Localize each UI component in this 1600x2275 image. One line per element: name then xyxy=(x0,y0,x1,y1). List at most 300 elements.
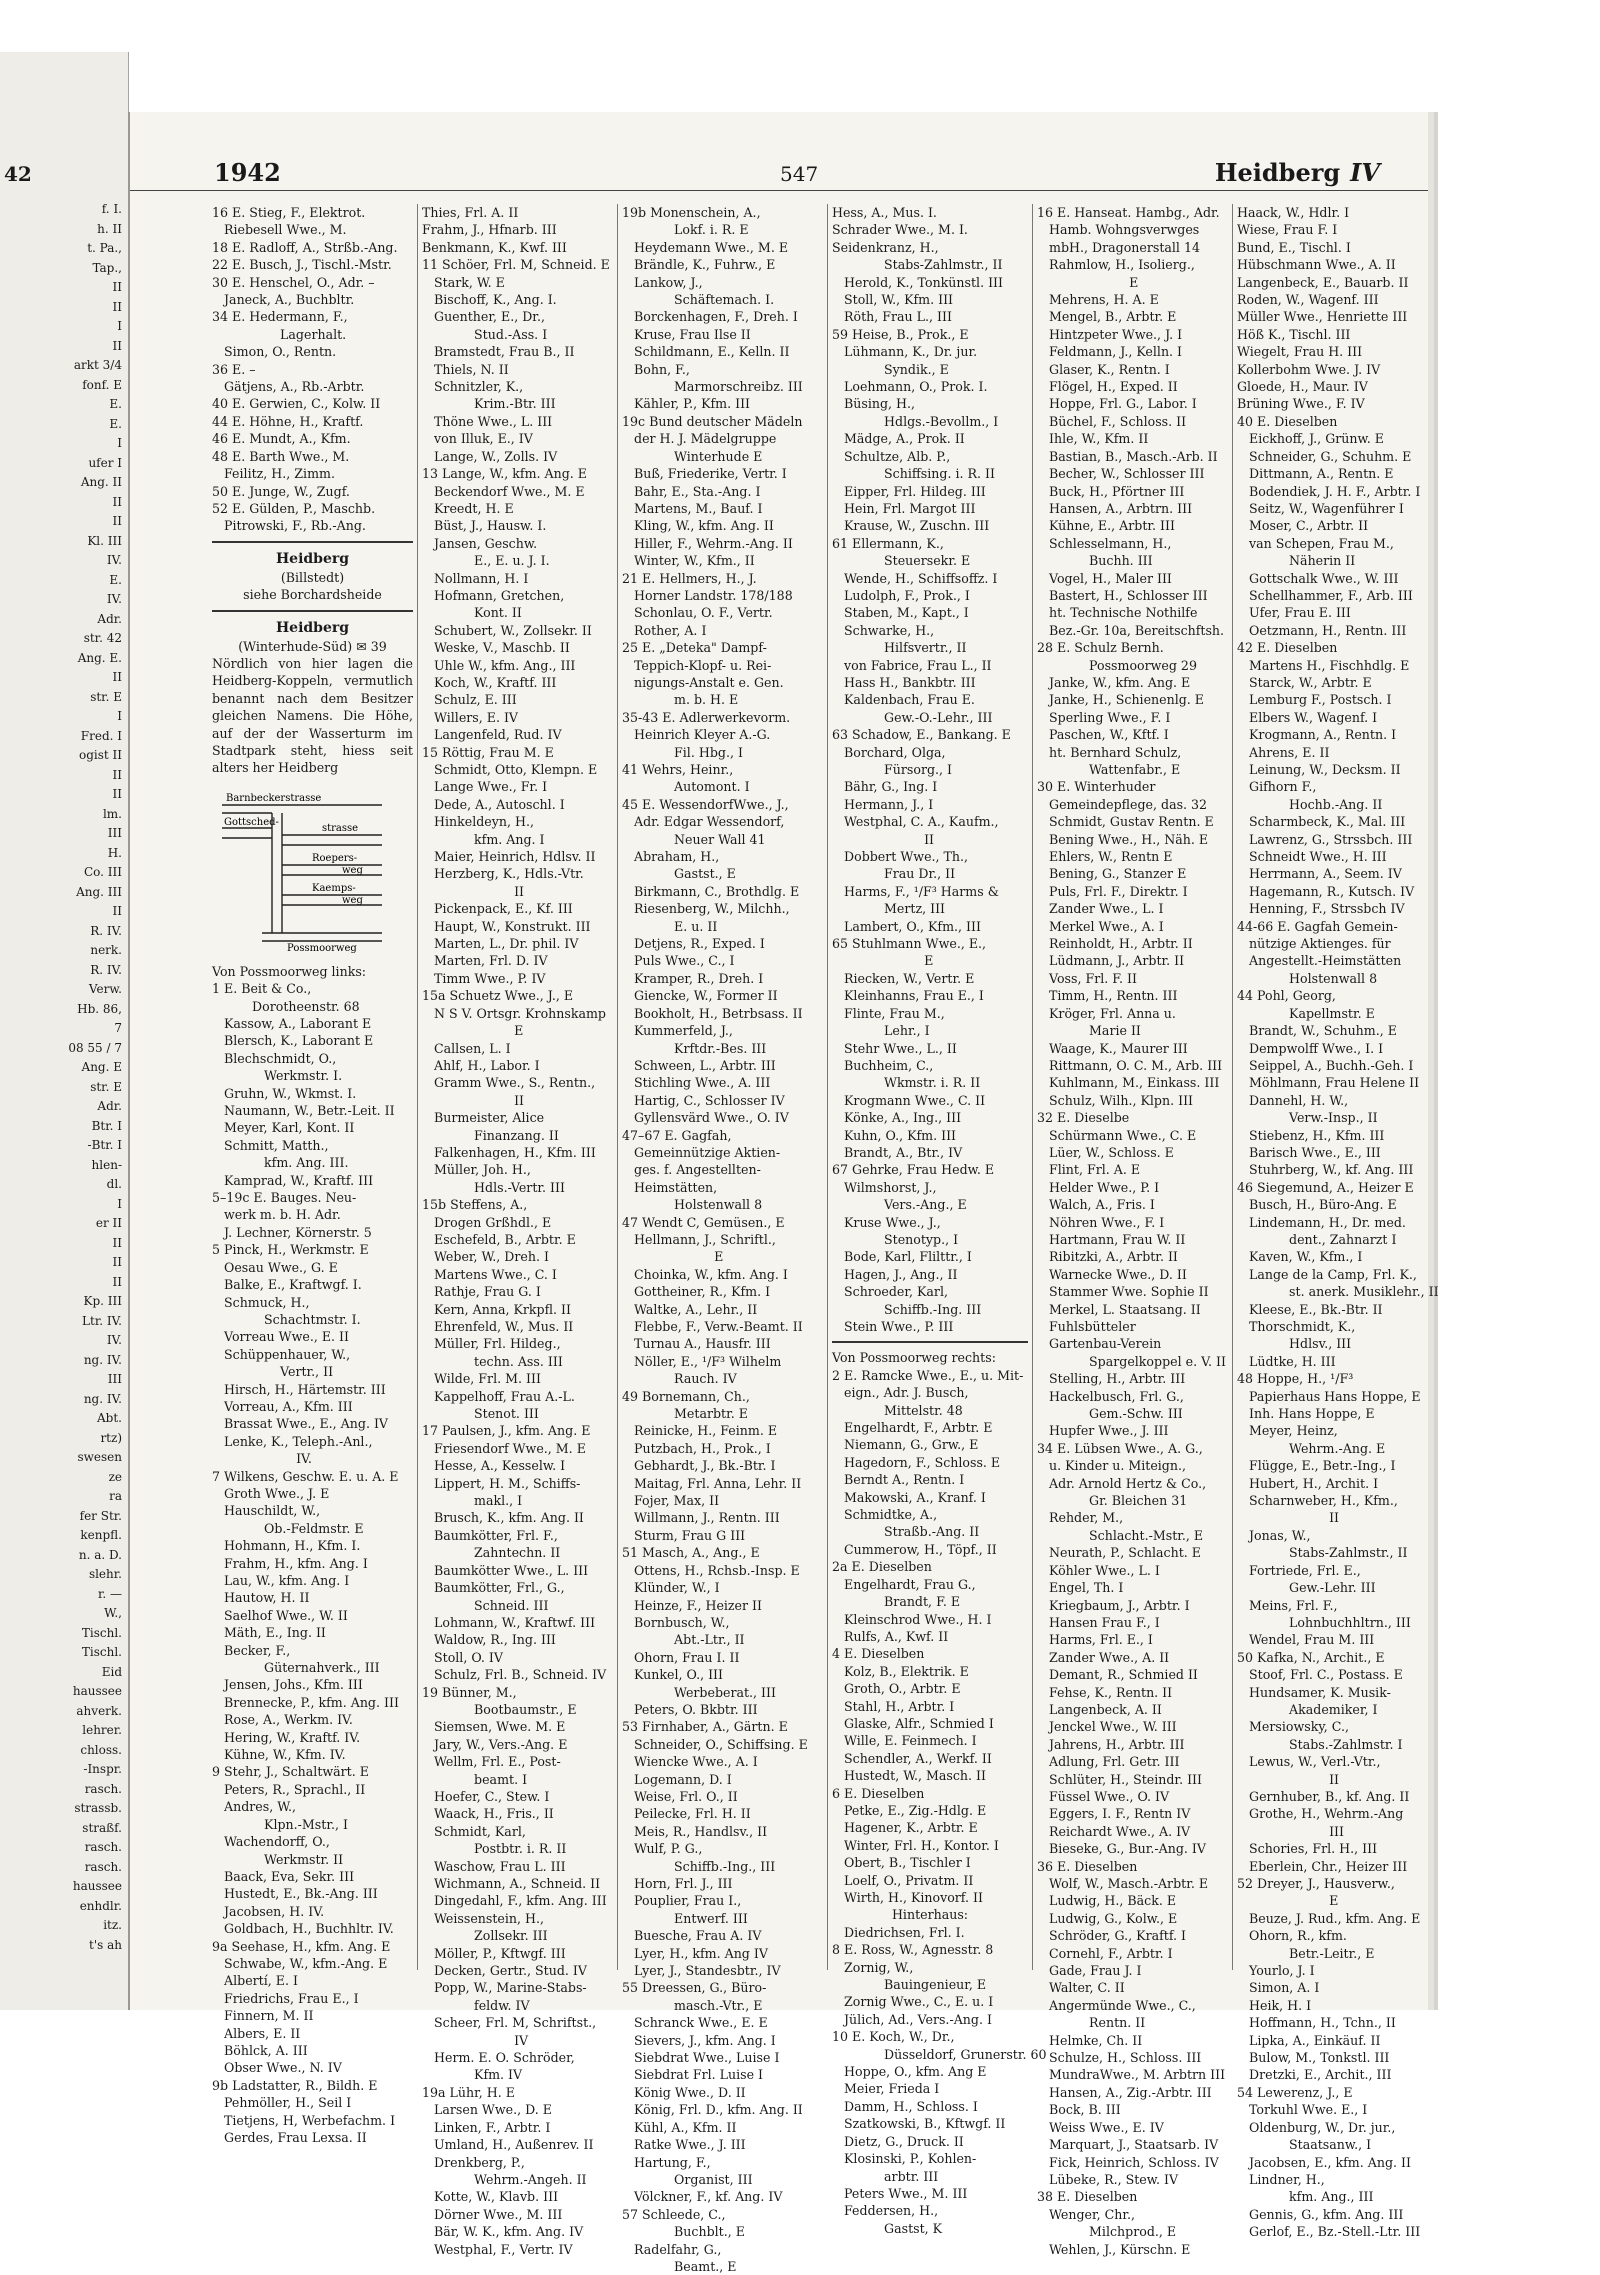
resident-entry: Lüdmann, J., Arbtr. II xyxy=(1037,953,1185,969)
resident-entry: Peters, O. Bkbtr. III xyxy=(622,1701,758,1717)
resident-entry: Abt.-Ltr., II xyxy=(622,1632,745,1648)
map-street-label: weg xyxy=(342,864,363,876)
previous-page-line: enhdlr. xyxy=(79,1898,122,1913)
resident-entry: Völckner, F., kf. Ang. IV xyxy=(622,2189,783,2205)
resident-entry: Gottheiner, R., Kfm. I xyxy=(622,1284,771,1300)
resident-entry: Gloede, H., Maur. IV xyxy=(1237,379,1368,395)
resident-entry: Buß, Friederike, Vertr. I xyxy=(622,466,787,482)
resident-entry: Buck, H., Pförtner III xyxy=(1037,483,1185,499)
resident-entry: Reinholdt, H., Arbtr. II xyxy=(1037,936,1193,952)
resident-entry: Meis, R., Handlsv., II xyxy=(622,1823,768,1839)
resident-entry: Kruse Wwe., J., xyxy=(832,1214,941,1230)
resident-entry: Puls Wwe., C., I xyxy=(622,953,735,969)
resident-entry: Zander Wwe., A. II xyxy=(1037,1649,1170,1665)
page-header xyxy=(130,150,1428,191)
resident-entry: Lewus, W., Verl.-Vtr., xyxy=(1237,1754,1381,1770)
resident-entry: Verw.-Insp., II xyxy=(1237,1110,1378,1126)
resident-entry: Torkuhl Wwe. E., I xyxy=(1237,2102,1368,2118)
resident-entry: Lenke, K., Teleph.-Anl., xyxy=(212,1433,373,1449)
resident-entry: E xyxy=(1037,274,1139,290)
previous-page-line: R. IV. xyxy=(90,962,122,977)
resident-entry: 30 E. Henschel, O., Adr. – xyxy=(212,274,375,290)
resident-entry: Heik, H. I xyxy=(1237,1997,1312,2013)
resident-entry: Brandt, W., Schuhm., E xyxy=(1237,1023,1397,1039)
resident-entry: Weske, V., Maschb. II xyxy=(422,640,570,656)
map-street-label: weg xyxy=(342,894,363,906)
resident-entry: Reinicke, H., Feinm. E xyxy=(622,1423,778,1439)
resident-entry: Höß K., Tischl. III xyxy=(1237,326,1351,342)
resident-entry: Lüdtke, H. III xyxy=(1237,1353,1336,1369)
resident-entry: Janeck, A., Buchbltr. xyxy=(212,292,355,308)
resident-entry: Merkel, L. Staatsang. II xyxy=(1037,1301,1201,1317)
resident-entry: m. b. H. E xyxy=(622,692,739,708)
resident-entry: Goldbach, H., Buchhltr. IV. xyxy=(212,1921,394,1937)
resident-entry: Schneider, G., Schuhm. E xyxy=(1237,448,1412,464)
resident-entry: Stelling, H., Arbtr. III xyxy=(1037,1371,1186,1387)
resident-entry: st. anerk. Musiklehr., II xyxy=(1237,1284,1439,1300)
previous-page-line: I xyxy=(117,709,122,723)
resident-entry: II xyxy=(1237,1510,1340,1526)
resident-entry: Langenfeld, Rud. IV xyxy=(422,727,562,743)
resident-entry: Obser Wwe., N. IV xyxy=(212,2060,342,2076)
street-title xyxy=(1215,158,1380,187)
directory-columns xyxy=(208,204,1439,2274)
resident-entry: König Wwe., D. II xyxy=(622,2084,746,2100)
resident-entry: Harms, F., ¹/F³ Harms & xyxy=(832,883,999,899)
resident-entry: Frahm, J., Hfnarb. III xyxy=(422,222,557,238)
resident-entry: Dorotheenstr. 68 xyxy=(212,998,360,1014)
resident-entry: Vorreau, A., Kfm. III xyxy=(212,1398,353,1414)
resident-entry: Dede, A., Autoschl. I xyxy=(422,796,565,812)
resident-entry: Schultze, Alb. P., xyxy=(832,448,951,464)
resident-entry: Krftdr.-Bes. III xyxy=(622,1040,767,1056)
resident-entry: Grothe, H., Wehrm.-Ang xyxy=(1237,1806,1404,1822)
resident-entry: 57 Schleede, C., xyxy=(622,2206,726,2222)
resident-entry: Schwabe, W., kfm.-Ang. E xyxy=(212,1955,388,1971)
resident-entry: Mertz, III xyxy=(832,901,946,917)
resident-entry: masch.-Vtr., E xyxy=(622,1997,763,2013)
resident-entry: Helder Wwe., P. I xyxy=(1037,1179,1160,1195)
resident-entry: Voss, Frl. F. II xyxy=(1037,970,1137,986)
resident-entry: Schlüter, H., Steindr. III xyxy=(1037,1771,1202,1787)
resident-entry: Martens, M., Bauf. I xyxy=(622,500,763,516)
resident-entry: Adr. Arnold Hertz & Co., xyxy=(1037,1475,1207,1491)
resident-entry: Thöne Wwe., L. III xyxy=(422,413,553,429)
resident-entry: Schween, L., Arbtr. III xyxy=(622,1057,776,1073)
resident-entry: Jansen, Geschw. xyxy=(422,535,538,551)
resident-entry: Holstenwall 8 xyxy=(1237,970,1378,986)
resident-entry: Ehlers, W., Rentn E xyxy=(1037,849,1173,865)
resident-entry: Heinrich Kleyer A.-G. xyxy=(622,727,771,743)
resident-entry: 55 Dreessen, G., Büro- xyxy=(622,1980,767,1996)
previous-page-line: itz. xyxy=(103,1918,122,1932)
resident-entry: Köhler Wwe., L. I xyxy=(1037,1562,1160,1578)
resident-entry: Bastert, H., Schlosser III xyxy=(1037,587,1208,603)
resident-entry: Petke, E., Zig.-Hdlg. E xyxy=(832,1802,987,1818)
resident-entry: Timm Wwe., P. IV xyxy=(422,970,546,986)
resident-entry: Martens H., Fischhdlg. E xyxy=(1237,657,1410,673)
map-street-label: Roepers- xyxy=(312,852,358,864)
section-divider xyxy=(212,541,413,543)
resident-entry: Maier, Heinrich, Hdlsv. II xyxy=(422,849,596,865)
resident-entry: 13 Lange, W., kfm. Ang. E xyxy=(422,466,587,482)
previous-page-line: Kp. III xyxy=(83,1294,122,1308)
resident-entry: II xyxy=(422,1092,525,1108)
resident-entry: Demant, R., Schmied II xyxy=(1037,1667,1198,1683)
resident-entry: Schäftemach. I. xyxy=(622,292,775,308)
resident-entry: Werbeberat., III xyxy=(622,1684,776,1700)
page-number: 547 xyxy=(780,162,819,186)
resident-entry: Meyer, Heinz, xyxy=(1237,1423,1338,1439)
resident-entry: Dingedahl, F., kfm. Ang. III xyxy=(422,1893,607,1909)
resident-entry: Rittmann, O. C. M., Arb. III xyxy=(1037,1057,1223,1073)
map-street-label: strasse xyxy=(322,822,359,834)
resident-entry: Ohorn, Frau I. II xyxy=(622,1649,740,1665)
resident-entry: Schrader Wwe., M. I. xyxy=(832,222,968,238)
resident-entry: Scheer, Frl. M, Schriftst., xyxy=(422,2015,597,2031)
resident-entry: Zahntechn. II xyxy=(422,1545,561,1561)
resident-entry: von Illuk, E., IV xyxy=(422,431,533,447)
resident-entry: Kapellmstr. E xyxy=(1237,1005,1375,1021)
resident-entry: Metarbtr. E xyxy=(622,1406,748,1422)
resident-entry: Nollmann, H. I xyxy=(422,570,529,586)
resident-entry: Ob.-Feldmstr. E xyxy=(212,1520,364,1536)
resident-entry: Mehrens, H. A. E xyxy=(1037,292,1159,308)
resident-entry: Loehmann, O., Prok. I. xyxy=(832,379,988,395)
resident-entry: Stabs-Zahlmstr., II xyxy=(1237,1545,1408,1561)
resident-entry: Heydemann Wwe., M. E xyxy=(622,239,789,255)
previous-page-line: arkt 3/4 xyxy=(73,358,122,372)
resident-entry: Bähr, G., Ing. I xyxy=(832,779,938,795)
column-6 xyxy=(1233,204,1439,2240)
resident-entry: Dietz, G., Druck. II xyxy=(832,2133,964,2149)
resident-entry: Moser, C., Arbtr. II xyxy=(1237,518,1369,534)
resident-entry: Herzberg, K., Hdls.-Vtr. xyxy=(422,866,584,882)
resident-entry: Tietjens, H, Werbefachm. I xyxy=(212,2112,396,2128)
resident-entry: Meyer, Karl, Kont. II xyxy=(212,1120,355,1136)
previous-page-line: E. xyxy=(109,397,122,411)
resident-entry: Paschen, W., Kftf. I xyxy=(1037,727,1169,743)
previous-page-line: E. xyxy=(109,416,122,431)
resident-entry: 5 Pinck, H., Werkmstr. E xyxy=(212,1242,369,1258)
resident-entry: Finanzang. II xyxy=(422,1127,559,1143)
resident-entry: Hartig, C., Schlosser IV xyxy=(622,1092,785,1108)
resident-entry: Schmidtke, A., xyxy=(832,1507,938,1523)
resident-entry: Bischoff, K., Ang. I. xyxy=(422,292,557,308)
resident-entry: 19a Lühr, H. E xyxy=(422,2084,515,2100)
resident-entry: Uhle W., kfm. Ang., III xyxy=(422,657,576,673)
resident-entry: Buchheim, C., xyxy=(832,1057,934,1073)
resident-entry: Rathje, Frau G. I xyxy=(422,1284,541,1300)
resident-entry: Stenot. III xyxy=(422,1406,539,1422)
resident-entry: Stahl, H., Arbtr. I xyxy=(832,1698,955,1714)
resident-entry: Bund, E., Tischl. I xyxy=(1237,239,1351,255)
resident-entry: Schmidt, Karl, xyxy=(422,1823,526,1839)
resident-entry: Albers, E. II xyxy=(212,2025,301,2041)
resident-entry: Hering, W., Kraftf. IV. xyxy=(212,1729,361,1745)
resident-entry: Lippert, H. M., Schiffs- xyxy=(422,1475,581,1491)
previous-page-line: strassb. xyxy=(74,1801,122,1815)
resident-entry: Werkmstr. I. xyxy=(212,1068,343,1084)
resident-entry: 44-66 E. Gagfah Gemein- xyxy=(1237,918,1398,934)
resident-entry: Kaldenbach, Frau E. xyxy=(832,692,975,708)
resident-entry: Benkmann, K., Kwf. III xyxy=(422,239,567,255)
resident-entry: Engelhardt, F., Arbtr. E xyxy=(832,1420,993,1436)
resident-entry: Lipka, A., Einkäuf. II xyxy=(1237,2032,1381,2048)
previous-page-line: fonf. E xyxy=(82,377,122,392)
resident-entry: Flügge, E., Betr.-Ing., I xyxy=(1237,1458,1396,1474)
resident-entry: Beckendorf Wwe., M. E xyxy=(422,483,585,499)
resident-entry: 19b Monenschein, A., xyxy=(622,205,761,220)
resident-entry: Staatsanw., I xyxy=(1237,2137,1372,2153)
resident-entry: Henning, F., Strssbch IV xyxy=(1237,901,1405,917)
resident-entry: Logemann, D. I xyxy=(622,1771,732,1787)
resident-entry: Gottschalk Wwe., W. III xyxy=(1237,570,1399,586)
resident-entry: Glaser, K., Rentn. I xyxy=(1037,361,1170,377)
resident-entry: Baack, Eva, Sekr. III xyxy=(212,1868,355,1884)
resident-entry: Schürmann Wwe., C. E xyxy=(1037,1127,1197,1143)
resident-entry: Wilmshorst, J., xyxy=(832,1179,937,1195)
resident-entry: Gruhn, W., Wkmst. I. xyxy=(212,1085,357,1101)
resident-entry: Dretzki, E., Archit., III xyxy=(1237,2067,1392,2083)
resident-entry: 52 E. Gülden, P., Maschb. xyxy=(212,500,376,516)
resident-entry: Thiels, N. II xyxy=(422,361,509,377)
resident-entry: Seippel, A., Buchh.-Geh. I xyxy=(1237,1057,1414,1073)
resident-entry: Abraham, H., xyxy=(622,849,720,865)
resident-entry: Schildmann, E., Kelln. II xyxy=(622,344,790,360)
resident-entry: IV. xyxy=(212,1451,312,1467)
resident-entry: Gr. Bleichen 31 xyxy=(1037,1493,1188,1509)
resident-entry: Guenther, E., Dr., xyxy=(422,309,545,325)
resident-entry: Gyllensvärd Wwe., O. IV xyxy=(622,1110,789,1126)
resident-entry: 1 E. Beit & Co., xyxy=(212,981,312,997)
map-street-label: Kaemps- xyxy=(312,882,356,894)
history-paragraph: Nördlich von hier lagen die Heidberg-Koppeln, vermutlich benannt nach dem Besitzer gleichen Namens. Die Höhe, auf der der Wasserturm im Stadtpark steht, hiess seit alters her Heidberg xyxy=(212,655,413,776)
resident-entry: Stoof, Frl. C., Postass. E xyxy=(1237,1667,1403,1683)
resident-entry: Haupt, W., Konstrukt. III xyxy=(422,918,591,934)
resident-entry: Fürsorg., I xyxy=(832,762,953,777)
resident-entry: Bodendiek, J. H. F., Arbtr. I xyxy=(1237,483,1421,499)
resident-entry: Becher, W., Schlosser III xyxy=(1037,466,1205,482)
resident-entry: Barisch Wwe., E., III xyxy=(1237,1144,1381,1160)
previous-page-line: f. I. xyxy=(101,202,122,216)
previous-page-line: Adr. xyxy=(97,611,122,626)
previous-page-line: Abt. xyxy=(97,1411,122,1425)
resident-entry: Meier, Frieda I xyxy=(832,2081,940,2097)
resident-entry: Ohorn, R., kfm. xyxy=(1237,1928,1347,1944)
resident-entry: 16 E. Hanseat. Hambg., Adr. xyxy=(1037,205,1220,220)
column-4 xyxy=(828,204,1047,2236)
previous-page-line: rtz) xyxy=(100,1430,122,1445)
resident-entry: Lange de la Camp, Frl. K., xyxy=(1237,1266,1417,1282)
resident-entry: II xyxy=(832,831,935,847)
resident-entry: E xyxy=(1237,1893,1339,1909)
previous-page-line: Btr. I xyxy=(91,1118,122,1133)
resident-entry: Schonlau, O. F., Vertr. xyxy=(622,605,773,621)
resident-entry: Stoll, O. IV xyxy=(422,1649,504,1665)
resident-entry: Blechschmidt, O., xyxy=(212,1050,337,1066)
previous-page-line: Ang. E xyxy=(81,1060,122,1074)
resident-entry: Hustedt, W., Masch. II xyxy=(832,1768,986,1784)
resident-entry: Hoefer, C., Stew. I xyxy=(422,1788,550,1804)
map-street-label: Gottsched- xyxy=(224,816,279,828)
resident-entry: Rulfs, A., Kwf. II xyxy=(832,1628,949,1644)
resident-entry: Hoffmann, H., Tchn., II xyxy=(1237,2015,1396,2031)
resident-entry: Spargelkoppel e. V. II xyxy=(1037,1353,1226,1369)
resident-entry: Brändle, K., Fuhrw., E xyxy=(622,257,776,273)
resident-entry: Oldenburg, W., Dr. jur., xyxy=(1237,2119,1396,2135)
resident-entry: Kfm. IV xyxy=(422,2067,523,2083)
resident-entry: Kramper, R., Dreh. I xyxy=(622,970,764,986)
resident-entry: Stichling Wwe., A. III xyxy=(622,1075,771,1091)
resident-entry: Herold, K., Tonkünstl. III xyxy=(832,274,1004,290)
resident-entry: Warnecke Wwe., D. II xyxy=(1037,1266,1187,1282)
resident-entry: Wendel, Frau M. III xyxy=(1237,1632,1375,1648)
previous-page-line: -Inspr. xyxy=(83,1762,122,1776)
resident-entry: 4 E. Dieselben xyxy=(832,1646,925,1662)
resident-entry: Meins, Frl. F., xyxy=(1237,1597,1338,1613)
resident-entry: Gennis, G., kfm. Ang. III xyxy=(1237,2206,1404,2222)
resident-entry: Brandt, F. E xyxy=(832,1594,961,1610)
resident-entry: Schulz, E. III xyxy=(422,692,517,708)
resident-entry: Hackelbusch, Frl. G., xyxy=(1037,1388,1184,1404)
resident-entry: Wichmann, A., Schneid. II xyxy=(422,1876,601,1891)
resident-entry: Turnau A., Hausfr. III xyxy=(622,1336,771,1352)
resident-entry: kfm. Ang. I xyxy=(422,831,545,847)
resident-entry: Stud.-Ass. I xyxy=(422,326,548,342)
resident-entry: Büchel, F., Schloss. II xyxy=(1037,413,1187,429)
resident-entry: MundraWwe., M. Arbtrn III xyxy=(1037,2067,1226,2083)
resident-entry: Peters, R., Sprachl., II xyxy=(212,1781,366,1797)
resident-entry: Jahrens, H., Arbtr. III xyxy=(1037,1736,1185,1752)
resident-entry: Rahmlow, H., Isolierg., xyxy=(1037,257,1195,273)
resident-entry: Gerlof, E., Bz.-Stell.-Ltr. III xyxy=(1237,2224,1421,2240)
resident-entry: Herm. E. O. Schröder, xyxy=(422,2050,575,2066)
resident-entry: Peters Wwe., M. III xyxy=(832,2185,968,2201)
resident-entry: Stammer Wwe. Sophie II xyxy=(1037,1284,1209,1300)
resident-entry: Kassow, A., Laborant E xyxy=(212,1016,372,1031)
previous-page-line: ufer I xyxy=(88,455,122,470)
resident-entry: Walch, A., Fris. I xyxy=(1037,1197,1155,1213)
resident-entry: 19c Bund deutscher Mädeln xyxy=(622,413,803,429)
resident-entry: Maitag, Frl. Anna, Lehr. II xyxy=(622,1475,802,1491)
resident-entry: u. Kinder u. Miteign., xyxy=(1037,1458,1186,1474)
resident-entry: 15a Schuetz Wwe., J., E xyxy=(422,988,574,1004)
resident-entry: Brusch, K., kfm. Ang. II xyxy=(422,1510,584,1526)
resident-entry: Büst, J., Hausw. I. xyxy=(422,518,547,534)
previous-page-line: slehr. xyxy=(88,1567,122,1581)
previous-page-line: rasch. xyxy=(84,1781,122,1796)
resident-entry: techn. Ass. III xyxy=(422,1353,563,1369)
resident-entry: 51 Masch, A., Ang., E xyxy=(622,1545,760,1561)
resident-entry: Marquart, J., Staatsarb. IV xyxy=(1037,2137,1219,2153)
resident-entry: Brüning Wwe., F. IV xyxy=(1237,396,1365,412)
resident-entry: Kleinschrod Wwe., H. I xyxy=(832,1611,992,1627)
resident-entry: Puls, Frl. F., Direktr. I xyxy=(1037,883,1188,899)
resident-entry: Kotte, W., Klavb. III xyxy=(422,2189,559,2205)
resident-entry: 50 E. Junge, W., Zugf. xyxy=(212,483,350,499)
resident-entry: Wiegelt, Frau H. III xyxy=(1237,344,1363,360)
resident-entry: 18 E. Radloff, A., Strßb.-Ang. xyxy=(212,239,398,255)
previous-page-line: I xyxy=(117,1196,122,1211)
previous-page-line: str. 42 xyxy=(83,631,122,645)
resident-entry: E xyxy=(422,1023,524,1039)
resident-entry: Angestellt.-Heimstätten xyxy=(1237,953,1402,969)
resident-entry: Müller, Frl. Hildeg., xyxy=(422,1336,561,1352)
resident-entry: Vorreau Wwe., E. II xyxy=(212,1329,349,1345)
resident-entry: Klosinski, P., Kohlen- xyxy=(832,2151,977,2167)
resident-entry: Schories, Frl. H., III xyxy=(1237,1841,1378,1857)
resident-entry: Hintzpeter Wwe., J. I xyxy=(1037,326,1183,342)
resident-entry: Stenotyp., I xyxy=(832,1231,959,1247)
resident-entry: Lokf. i. R. E xyxy=(622,222,749,238)
resident-entry: Wilde, Frl. M. III xyxy=(422,1371,541,1387)
resident-entry: Janke, W., kfm. Ang. E xyxy=(1037,674,1191,690)
resident-entry: Mittelstr. 48 xyxy=(832,1402,963,1418)
resident-entry: 5–19c E. Bauges. Neu- xyxy=(212,1190,357,1206)
resident-entry: eign., Adr. J. Busch, xyxy=(832,1385,969,1401)
previous-page-line: IV. xyxy=(106,553,122,567)
resident-entry: E., E. u. J. I. xyxy=(422,553,550,569)
resident-entry: nigungs-Anstalt e. Gen. xyxy=(622,674,784,690)
resident-entry: Lohmann, W., Kraftwf. III xyxy=(422,1614,596,1630)
resident-entry: Schiffsing. i. R. II xyxy=(832,466,995,482)
resident-entry: Thies, Frl. A. II xyxy=(422,205,519,220)
previous-page-line: II xyxy=(112,904,122,918)
resident-entry: Simon, O., Rentn. xyxy=(212,344,337,360)
resident-entry: Bauingenieur, E xyxy=(832,1977,987,1993)
resident-entry: Stuhrberg, W., kf. Ang. III xyxy=(1237,1162,1414,1178)
resident-entry: Kunkel, O., III xyxy=(622,1667,724,1683)
resident-entry: Adr. Edgar Wessendorf, xyxy=(622,814,785,830)
resident-entry: Sperling Wwe., F. I xyxy=(1037,709,1171,725)
resident-entry: Schendler, A., Werkf. II xyxy=(832,1750,992,1766)
resident-entry: Gerdes, Frau Lexsa. II xyxy=(212,2130,367,2145)
resident-entry: Waage, K., Maurer III xyxy=(1037,1040,1188,1056)
resident-entry: Hagedorn, F., Schloss. E xyxy=(832,1454,1001,1470)
column-1 xyxy=(208,204,418,2145)
resident-entry: Kühne, W., Kfm. IV. xyxy=(212,1747,346,1763)
resident-entry: Fojer, Max, II xyxy=(622,1493,720,1509)
resident-entry: Hermann, J., I xyxy=(832,796,934,812)
previous-page-line: I xyxy=(117,436,122,450)
resident-entry: Horner Landstr. 178/188 xyxy=(622,587,793,603)
resident-entry: 11 Schöer, Frl. M, Schneid. E xyxy=(422,257,610,273)
resident-entry: Bohn, F., xyxy=(622,361,690,377)
previous-page-line: Tap., xyxy=(92,260,122,275)
resident-entry: Ludwig, H., Bäck. E xyxy=(1037,1893,1177,1909)
resident-entry: 17 Paulsen, J., kfm. Ang. E xyxy=(422,1423,591,1439)
resident-entry: 7 Wilkens, Geschw. E. u. A. E xyxy=(212,1468,399,1484)
resident-entry: werk m. b. H. Adr. xyxy=(212,1207,341,1223)
resident-entry: Klünder, W., I xyxy=(622,1580,720,1596)
resident-entry: Fehse, K., Rentn. II xyxy=(1037,1684,1173,1700)
resident-entry: Hoppe, O., kfm. Ang E xyxy=(832,2064,987,2080)
resident-entry: Riebesell Wwe., M. xyxy=(212,222,347,238)
resident-entry: Brennecke, P., kfm. Ang. III xyxy=(212,1694,399,1710)
resident-entry: Sturm, Frau G III xyxy=(622,1527,746,1543)
resident-entry: Dörner Wwe., M. III xyxy=(422,2206,563,2222)
resident-entry: Entwerf. III xyxy=(622,1910,748,1926)
previous-page-line: H. xyxy=(107,845,122,860)
resident-entry: Wiencke Wwe., A. I xyxy=(622,1754,758,1770)
resident-entry: Schröder, G., Kraftf. I xyxy=(1037,1928,1187,1944)
resident-entry: Hochb.-Ang. II xyxy=(1237,796,1383,812)
resident-entry: ht. Technische Nothilfe xyxy=(1037,605,1198,621)
resident-entry: Hagener, K., Arbtr. E xyxy=(832,1820,978,1836)
resident-entry: Kuhlmann, M., Einkass. III xyxy=(1037,1075,1220,1091)
resident-entry: 54 Lewerenz, J., E xyxy=(1237,2084,1353,2100)
